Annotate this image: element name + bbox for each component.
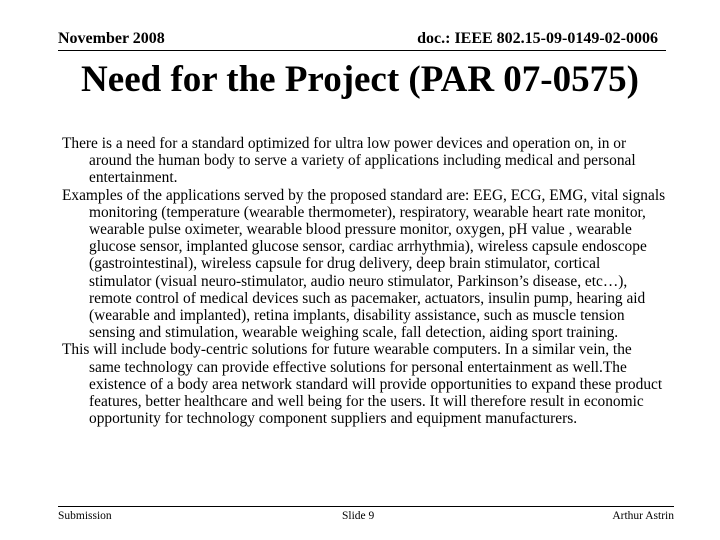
header-doc-id: doc.: IEEE 802.15-09-0149-02-0006: [417, 30, 658, 47]
slide-footer: [58, 506, 674, 524]
slide-title: Need for the Project (PAR 07-0575): [81, 59, 639, 100]
header-date: November 2008: [58, 30, 165, 47]
body-paragraph-need: There is a need for a standard optimized for ultra low power devices and operation on, in or around the human body to serve a variety of applications including medical and personal entertainment.: [62, 135, 636, 187]
slide-body: [62, 135, 666, 427]
footer-submission: Submission: [58, 510, 112, 522]
body-paragraph-examples: Examples of the applications served by the proposed standard are: EEG, ECG, EMG, vital signals monitoring (temperature (wearable thermometer), respiratory, wearable heart rate monitor, wearable pulse oximeter, wearable blood pressure monitor, oxygen, pH value , wearable glucose sensor, implanted glucose sensor, cardiac arrhythmia), wireless capsule endoscope (gastrointestinal), wireless capsule for drug delivery, deep brain stimulator, cortical stimulator (visual neuro-stimulator, audio neuro stimulator, Parkinson’s disease, etc…), remote control of medical devices such as pacemaker, actuators, insulin pump, hearing aid (wearable and implanted), retina implants, disability assistance, such as muscle tension sensing and stimulation, wearable weighing scale, fall detection, aiding sport training.: [62, 186, 666, 342]
slide-header: [58, 28, 666, 51]
body-paragraph-wearables: This will include body-centric solutions for future wearable computers. In a similar vein, the same technology can provide effective solutions for personal entertainment as well.The existence of a body area network standard will provide opportunities to expand these product features, better healthcare and well being for the users. It will therefore result in economic opportunity for technology component suppliers and equipment manufacturers.: [62, 341, 663, 428]
footer-author: Arthur Astrin: [612, 510, 674, 522]
footer-slide-number: Slide 9: [342, 510, 375, 522]
